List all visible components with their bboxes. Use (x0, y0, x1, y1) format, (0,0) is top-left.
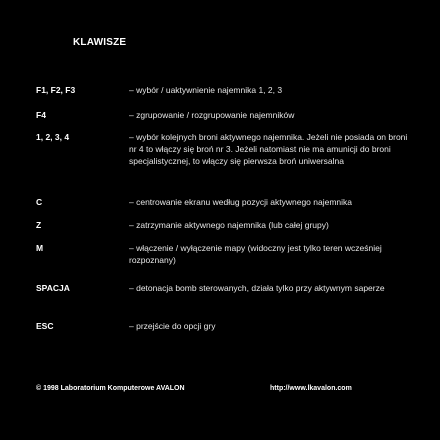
key-description: – wybór / uaktywnienie najemnika 1, 2, 3 (129, 85, 283, 95)
key-label: C (36, 197, 43, 207)
key-description: – detonacja bomb sterowanych, działa tylko przy aktywnym saperze (129, 283, 385, 293)
key-label: 1, 2, 3, 4 (36, 132, 70, 142)
website-url: http://www.lkavalon.com (270, 385, 352, 392)
key-label: F4 (36, 110, 46, 120)
key-label: SPACJA (36, 283, 70, 293)
key-description: – przejście do opcji gry (129, 321, 216, 331)
key-label: M (36, 243, 44, 253)
key-label: Z (36, 220, 42, 230)
key-description: – zatrzymanie aktywnego najemnika (lub całej grupy) (129, 220, 329, 230)
key-description: – zgrupowanie / rozgrupowanie najemników (129, 110, 295, 120)
key-label: ESC (36, 321, 54, 331)
key-description: – włączenie / wyłączenie mapy (widoczny jest tylko teren wcześniej rozpoznany) (129, 243, 382, 265)
key-label: F1, F2, F3 (36, 85, 76, 95)
key-description: – wybór kolejnych broni aktywnego najemnika. Jeżeli nie posiada on broni nr 4 to włączy się broń nr 3. Jeżeli natomiast nie ma amunicji do broni specjalistycznej, to włączy się pierwsza broń uniwersalna (129, 132, 408, 166)
page-title: KLAWISZE (73, 37, 127, 48)
copyright-text: © 1998 Laboratorium Komputerowe AVALON (36, 385, 185, 392)
key-description: – centrowanie ekranu według pozycji aktywnego najemnika (129, 197, 353, 207)
